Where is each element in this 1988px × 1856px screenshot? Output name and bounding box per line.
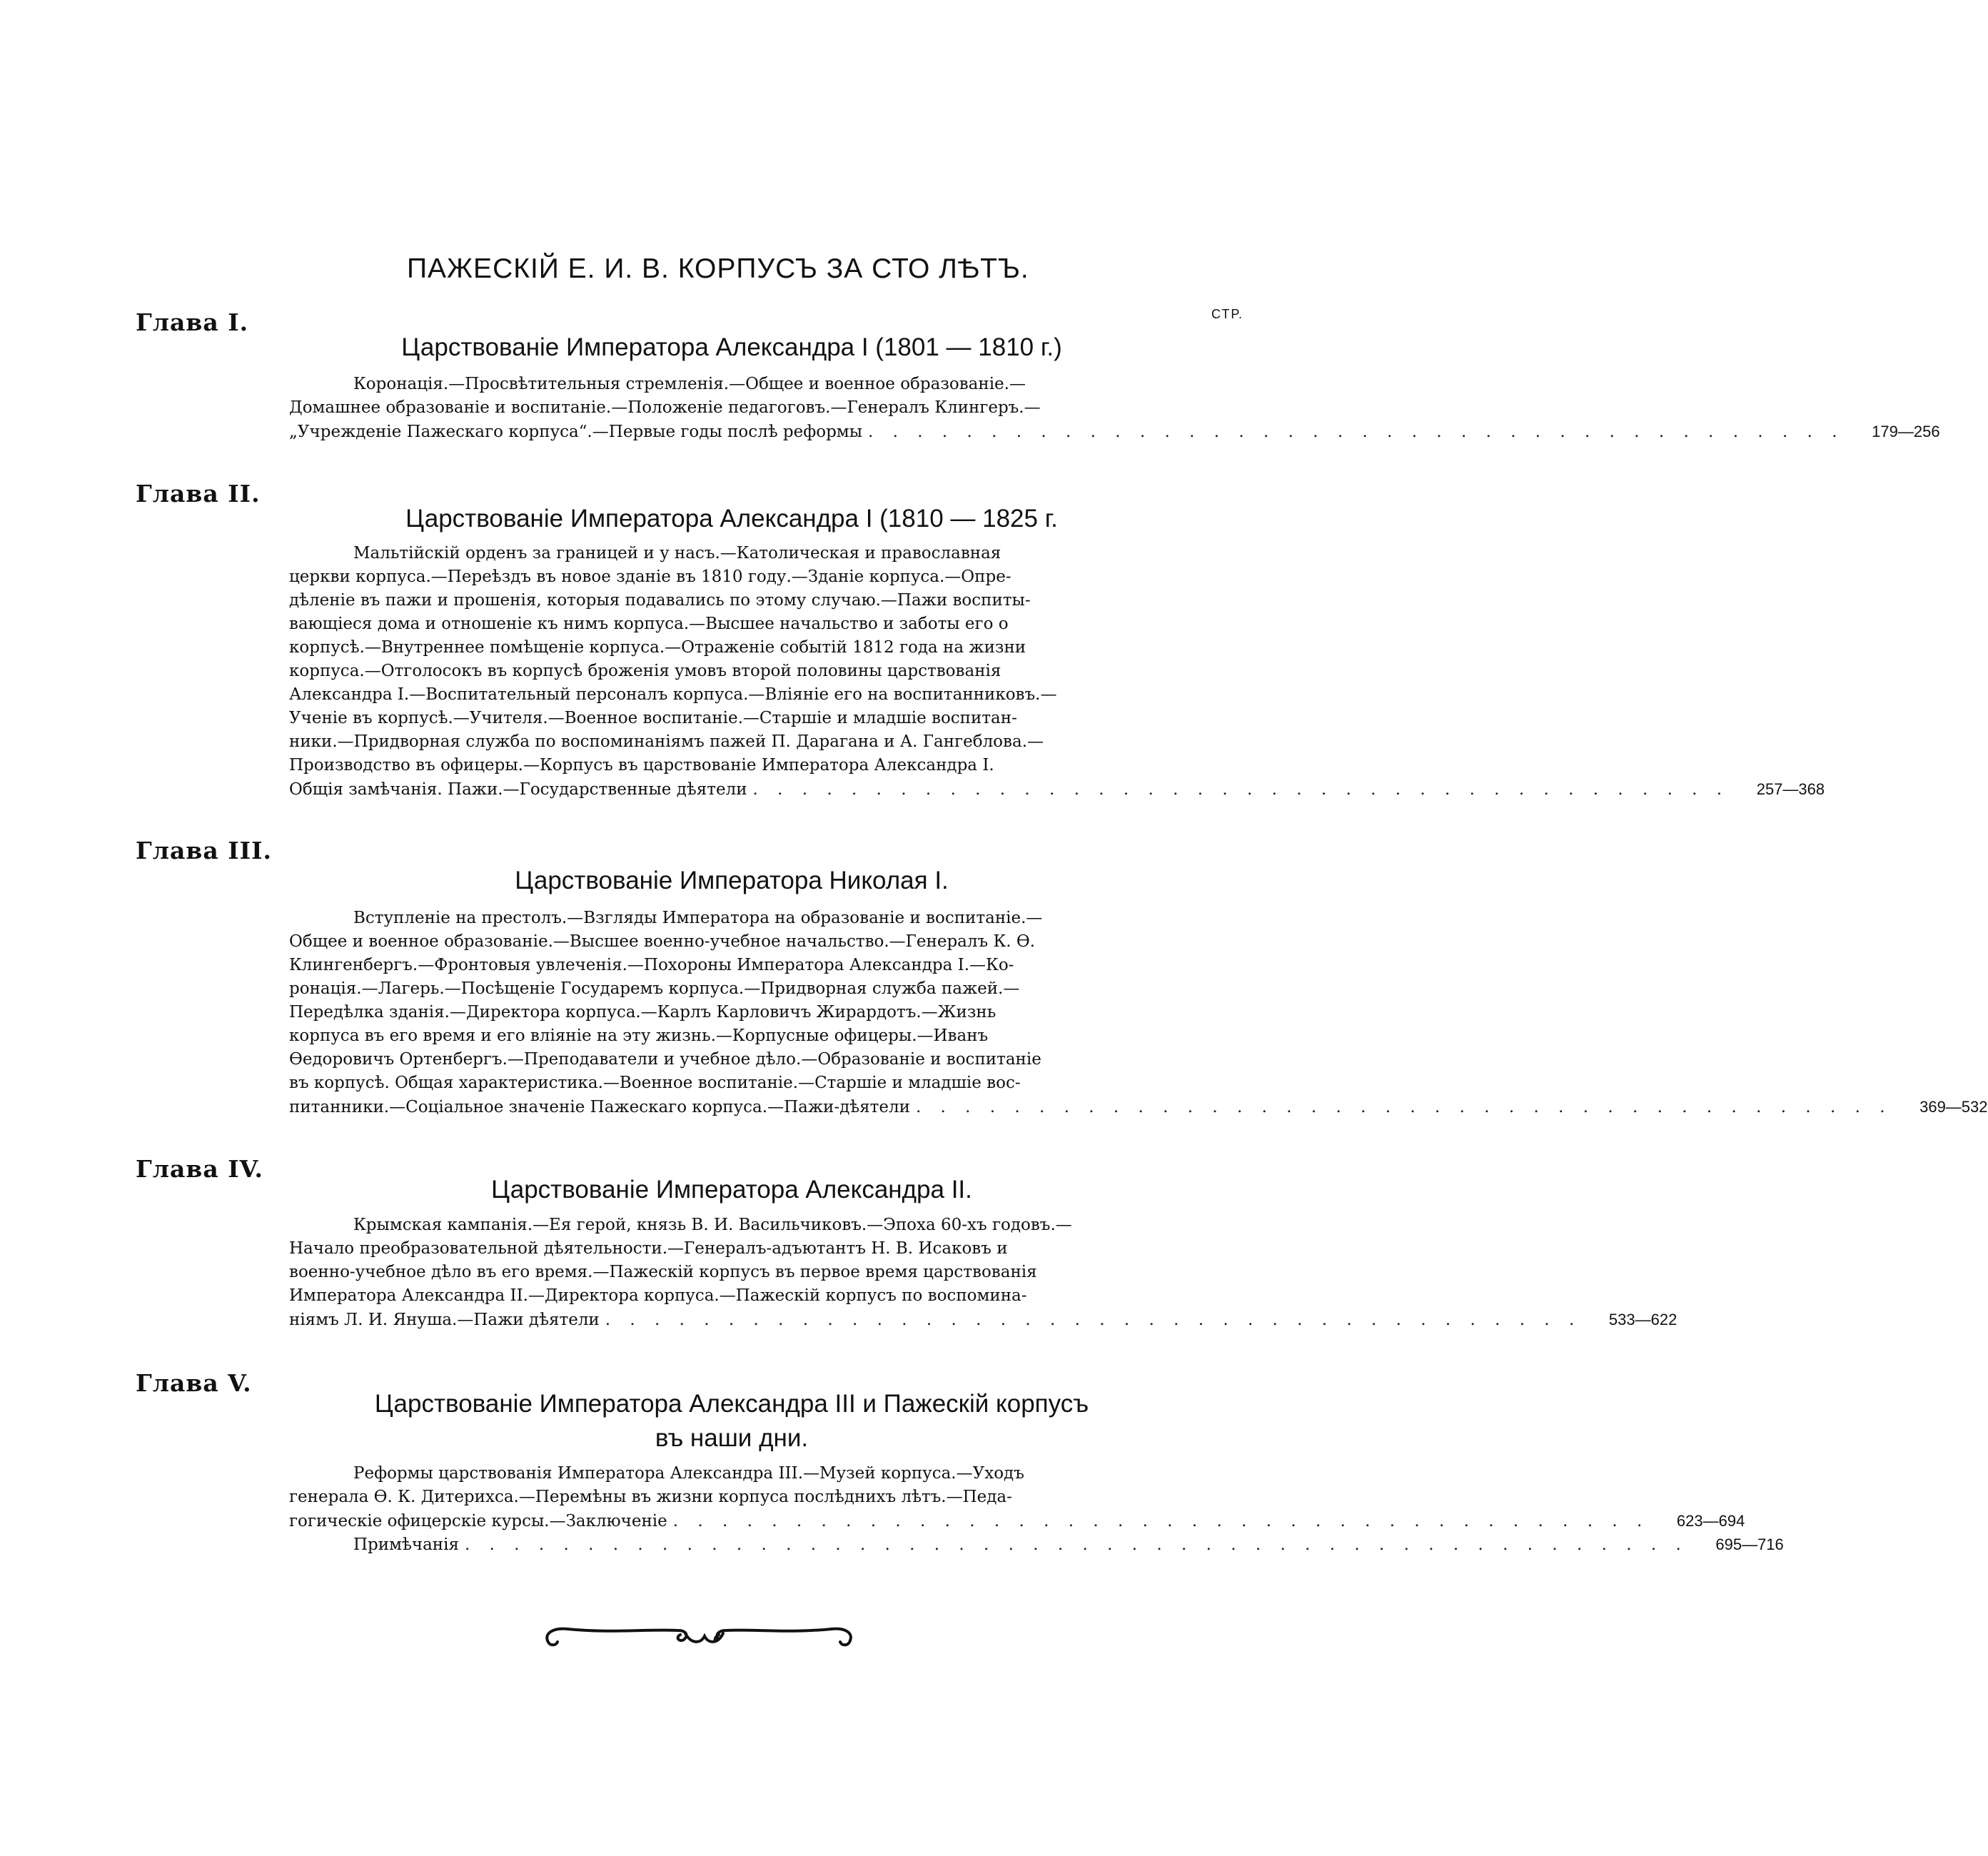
chapter-title: Царствованіе Императора Александра I (1801 — 1810 г.) [401,333,1062,361]
description-line: Мальтійскій орденъ за границей и у насъ.—Католическая и православная [353,544,1001,563]
dot-leader: . . . . . . . . . . . . . . . . . . . . . . . . . . . . . . . . . . . . . . . . . . . . . . . . . . [464,1535,1688,1554]
description-line: „Учрежденіе Пажескаго корпуса“.—Первые годы послѣ реформы . . . . . . . . . . . . . . . . . . . . . . . . . . . . . . . . . . . . . . . . 179—256 [289,420,1196,443]
dot-leader: . . . . . . . . . . . . . . . . . . . . . . . . . . . . . . . . . . . . . . . . [672,1512,1650,1530]
chapter-description [289,1462,1784,1556]
page-column-label: СТР. [1211,307,1244,321]
description-line: Общія замѣчанія. Пажи.—Государственные дѣятели . . . . . . . . . . . . . . . . . . . . . . . . . . . . . . . . . . . . . . . . 257—368 [289,777,1196,801]
description-line: питанники.—Соціальное значеніе Пажескаго корпуса.—Пажи-дѣятели . . . . . . . . . . . . . . . . . . . . . . . . . . . . . . . . . . . . . . . . 369—532 [289,1095,1196,1119]
page-range: 695—716 [1715,1535,1784,1553]
description-line: ніямъ Л. И. Януша.—Пажи дѣятели . . . . . . . . . . . . . . . . . . . . . . . . . . . . . . . . . . . . . . . . 533—622 [289,1308,1196,1331]
description-line: Александра I.—Воспитательный персоналъ корпуса.—Вліяніе его на воспитанниковъ.— [289,685,1057,704]
description-line: Вступленіе на престолъ.—Взгляды Императора на образованіе и воспитаніе.— [353,909,1043,927]
description-line: ники.—Придворная служба по воспоминаніямъ пажей П. Дарагана и А. Гангеблова.— [289,732,1044,751]
page-range: 257—368 [1756,780,1825,798]
chapter-label: Глава V. [136,1369,252,1397]
description-line: корпуса въ его время и его вліяніе на эту жизнь.—Корпусные офицеры.—Иванъ [289,1027,989,1045]
description-line: гогическіе офицерскіе курсы.—Заключеніе . . . . . . . . . . . . . . . . . . . . . . . . . . . . . . . . . . . . . . . . 623—694 [289,1509,1196,1533]
description-line: Домашнее образованіе и воспитаніе.—Положеніе педагоговъ.—Генералъ Клингеръ.— [289,398,1041,417]
chapter-description [289,907,1988,1119]
description-line: Реформы царствованія Императора Александра III.—Музей корпуса.—Уходъ [353,1464,1024,1483]
page-range: 369—532 [1919,1098,1988,1116]
description-line: Клингенбергъ.—Фронтовыя увлеченія.—Похороны Императора Александра I.—Ко- [289,956,1014,974]
page-range: 533—622 [1608,1311,1677,1328]
description-line: Ѳедоровичъ Ортенбергъ.—Преподаватели и учебное дѣло.—Образованіе и воспитаніе [289,1050,1041,1069]
page-range: 179—256 [1872,423,1940,440]
chapter-title: Царствованіе Императора Александра I (1810 — 1825 г. [405,505,1058,533]
page-range: 623—694 [1676,1512,1745,1530]
description-line: Начало преобразовательной дѣятельности.—Генералъ-адъютантъ Н. В. Исаковъ и [289,1239,1008,1258]
chapter-label: Глава II. [136,480,261,508]
description-line: военно-учебное дѣло въ его время.—Пажескій корпусъ въ первое время царствованія [289,1263,1037,1281]
description-line: Общее и военное образованіе.—Высшее военно-учебное начальство.—Генералъ К. Ѳ. [289,932,1036,951]
description-line: въ корпусѣ. Общая характеристика.—Военное воспитаніе.—Старшіе и младшіе вос- [289,1074,1021,1092]
dot-leader: . . . . . . . . . . . . . . . . . . . . . . . . . . . . . . . . . . . . . . . . [868,423,1845,441]
description-line: Крымская кампанія.—Ея герой, князь В. И. Васильчиковъ.—Эпоха 60-хъ годовъ.— [353,1216,1072,1234]
page-title: ПАЖЕСКІЙ Е. И. В. КОРПУСЪ ЗА СТО ЛѢТЪ. [407,253,1029,284]
description-line: вающіеся дома и отношеніе къ нимъ корпуса.—Высшее начальство и заботы его о [289,615,1009,633]
chapter-title: Царствованіе Императора Николая I. [515,867,949,894]
chapter-description [289,373,1940,443]
notes-line [289,1533,1784,1556]
chapter-description [289,542,1825,801]
description-line: ронація.—Лагерь.—Посѣщеніе Государемъ корпуса.—Придворная служба пажей.— [289,979,1020,998]
dot-leader: . . . . . . . . . . . . . . . . . . . . . . . . . . . . . . . . . . . . . . . . [752,780,1730,799]
dot-leader: . . . . . . . . . . . . . . . . . . . . . . . . . . . . . . . . . . . . . . . . [605,1311,1582,1329]
chapter-description [289,1214,1677,1331]
description-line: Ученіе въ корпусѣ.—Учителя.—Военное воспитаніе.—Старшіе и младшіе воспитан- [289,709,1017,727]
chapter-title: Царствованіе Императора Александра II. [491,1176,972,1204]
description-line: церкви корпуса.—Переѣздъ въ новое зданіе въ 1810 году.—Зданіе корпуса.—Опре- [289,568,1011,586]
chapter-label: Глава III. [136,837,273,864]
description-line: генерала Ѳ. К. Дитерихса.—Перемѣны въ жизни корпуса послѣднихъ лѣтъ.—Педа- [289,1488,1012,1506]
description-line: корпусѣ.—Внутреннее помѣщеніе корпуса.—Отраженіе событій 1812 года на жизни [289,638,1026,657]
description-line: Коронація.—Просвѣтительныя стремленія.—Общее и военное образованіе.— [353,375,1026,393]
ornament-flourish [539,1619,860,1655]
description-line: Императора Александра II.—Директора корпуса.—Пажескій корпусъ по воспомина- [289,1286,1027,1305]
chapter-title: Царствованіе Императора Александра III и Пажескій корпусъ [374,1390,1089,1418]
dot-leader: . . . . . . . . . . . . . . . . . . . . . . . . . . . . . . . . . . . . . . . . [915,1098,1892,1116]
description-line: Передѣлка зданія.—Директора корпуса.—Карлъ Карловичъ Жирардотъ.—Жизнь [289,1003,996,1022]
chapter-title-continued: въ наши дни. [655,1424,809,1452]
description-line: корпуса.—Отголосокъ въ корпусѣ броженія умовъ второй половины царствованія [289,662,1001,680]
description-line: дѣленіе въ пажи и прошенія, которыя подавались по этому случаю.—Пажи воспиты- [289,591,1031,610]
notes-label: Примѣчанія [353,1535,459,1554]
description-line: Производство въ офицеры.—Корпусъ въ царствованіе Императора Александра I. [289,756,994,775]
chapter-label: Глава IV. [136,1155,263,1183]
chapter-label: Глава I. [136,308,249,336]
